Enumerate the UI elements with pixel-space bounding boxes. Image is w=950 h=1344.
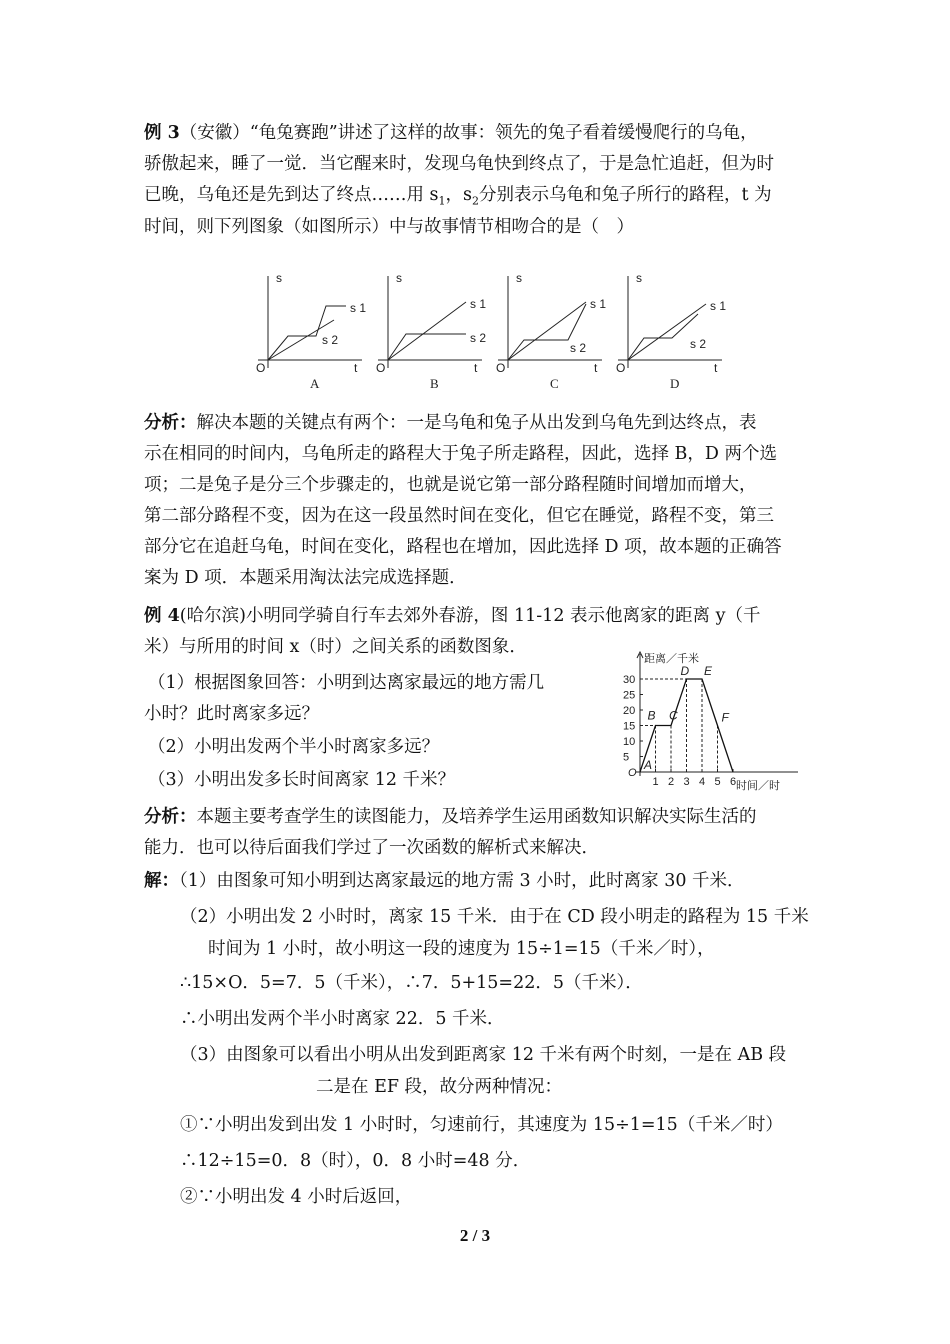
option-a-caption: A <box>310 376 320 391</box>
analysis4-line2: 能力．也可以待后面我们学过了一次函数的解析式来解决． <box>144 838 599 858</box>
analysis3-label: 分析： <box>144 413 197 433</box>
y-axis-label: 距离／千米 <box>644 653 699 665</box>
point-label: C <box>669 708 678 723</box>
y-tick-label: 10 <box>623 736 636 748</box>
solution-line1: 解：（1）由图象可知小明到达离家最远的地方需 3 小时，此时离家 30 千米． <box>144 871 745 891</box>
option-b-caption: B <box>430 376 439 391</box>
distance-time-svg <box>618 648 806 796</box>
x-tick-label: 1 <box>652 776 659 788</box>
y-tick-label: 20 <box>623 705 636 717</box>
y-tick-label: 25 <box>623 689 636 702</box>
svg-text:O: O <box>616 361 626 375</box>
svg-text:s: s <box>516 271 522 285</box>
analysis3-line5: 部分它在追赶乌龟，时间在变化，路程也在增加，因此选择 D 项，故本题的正确答 <box>144 537 782 557</box>
svg-text:s: s <box>396 271 402 285</box>
x-tick-label: 3 <box>683 776 690 788</box>
s2-label: s 2 <box>322 333 339 347</box>
example4-line1: 例 4(哈尔滨)小明同学骑自行车去郊外春游，图 11-12 表示他离家的距离 y（千 <box>144 606 761 626</box>
svg-text:s 2: s 2 <box>690 337 707 351</box>
solution-line3e: ②∵小明出发 4 小时后返回， <box>180 1187 413 1207</box>
svg-text:s 1: s 1 <box>470 297 487 311</box>
option-d-caption: D <box>670 376 680 391</box>
solution-line2b: 时间为 1 小时，故小明这一段的速度为 15÷1=15（千米／时）， <box>208 939 715 959</box>
origin-label: O <box>628 767 637 779</box>
point-label: D <box>680 664 690 678</box>
example3-paragraph <box>144 118 812 148</box>
option-c-caption: C <box>550 376 559 391</box>
origin-label: O <box>256 361 266 375</box>
example3-title: 例 3 <box>144 123 180 143</box>
t-axis-label: t <box>354 361 358 375</box>
svg-text:s: s <box>636 271 642 285</box>
solution-line2c: ∴15×O．5=7．5（千米），∴7．5+15=22．5（千米）． <box>180 973 643 993</box>
solution-label: 解： <box>144 871 179 891</box>
point-label: A <box>644 758 653 772</box>
s1-label: s 1 <box>350 301 367 315</box>
x-tick-label: 2 <box>668 776 675 788</box>
point-label: F <box>721 710 729 725</box>
example3-line4: 时间，则下列图象（如图所示）中与故事情节相吻合的是（ ） <box>144 217 634 237</box>
x-axis-label: 时间／时 <box>736 780 780 792</box>
svg-text:s 1: s 1 <box>590 297 607 311</box>
svg-text:s 1: s 1 <box>710 299 727 313</box>
graph-option-d <box>610 268 728 396</box>
example4-line2: 米）与所用的时间 x（时）之间关系的函数图象． <box>144 637 527 657</box>
svg-text:t: t <box>714 361 718 375</box>
analysis3-line2: 示在相同的时间内，乌龟所走的路程大于兔子所走路程，因此，选择 B，D 两个选 <box>144 444 778 464</box>
page-number: 2 / 3 <box>459 1226 491 1245</box>
x-tick-label: 6 <box>730 776 737 788</box>
example3-line3: 已晚，乌龟还是先到达了终点……用 $s_1$，$s_2$分别表示乌龟和兔子所行的路程，t 为 <box>144 185 772 208</box>
analysis4-line1: 分析：本题主要考查学生的读图能力，及培养学生运用函数知识解决实际生活的 <box>144 807 757 827</box>
question1-line2: 小时？此时离家多远？ <box>144 704 319 724</box>
x-tick-label: 5 <box>714 776 721 788</box>
x-tick-label: 4 <box>699 776 706 788</box>
y-tick-label: 30 <box>623 674 636 686</box>
svg-text:s 2: s 2 <box>570 341 587 355</box>
solution-line2d: ∴小明出发两个半小时离家 22．5 千米． <box>180 1009 505 1029</box>
svg-text:O: O <box>496 361 506 375</box>
point-label: B <box>647 708 656 723</box>
svg-text:t: t <box>474 361 478 375</box>
question2: （2）小明出发两个半小时离家多远？ <box>148 737 440 757</box>
analysis3-line6: 案为 D 项．本题采用淘汰法完成选择题． <box>144 568 467 588</box>
analysis3-line1: 分析：解决本题的关键点有两个：一是乌龟和兔子从出发到乌龟先到达终点，表 <box>144 413 757 433</box>
svg-text:t: t <box>594 361 598 375</box>
svg-text:O: O <box>376 361 386 375</box>
analysis3-line4: 第二部分路程不变，因为在这一段虽然时间在变化，但它在睡觉，路程不变，第三 <box>144 506 774 526</box>
y-tick-label: 15 <box>623 720 636 733</box>
question1-line1: （1）根据图象回答：小明到达离家最远的地方需几 <box>148 673 545 693</box>
s-axis-label: s <box>276 271 282 285</box>
example3-line1: （安徽）“龟兔赛跑”讲述了这样的故事：领先的兔子看着缓慢爬行的乌龟， <box>179 123 758 143</box>
graph-option-b <box>370 268 488 396</box>
solution-line2a: （2）小明出发 2 小时时，离家 15 千米．由于在 CD 段小明走的路程为 15 千米 <box>180 907 809 927</box>
distance-time-chart <box>618 648 806 796</box>
example4-title: 例 4 <box>144 606 180 626</box>
analysis4-label: 分析： <box>144 807 197 827</box>
solution-line3c: ①∵小明出发到出发 1 小时时，匀速前行，其速度为 15÷1=15（千米／时） <box>180 1115 783 1135</box>
y-tick-label: 5 <box>623 751 630 764</box>
solution-line3d: ∴12÷15=0．8（时），0．8 小时=48 分． <box>180 1151 531 1171</box>
analysis3-line3: 项；二是兔子是分三个步骤走的，也就是说它第一部分路程随时间增加而增大， <box>144 475 757 495</box>
example3-line2: 骄傲起来，睡了一觉．当它醒来时，发现乌龟快到终点了，于是急忙追赶，但为时 <box>144 154 774 174</box>
graph-option-c <box>490 268 608 396</box>
graph-option-a <box>250 268 368 396</box>
option-graphs <box>250 268 730 396</box>
svg-text:s 2: s 2 <box>470 331 487 345</box>
point-label: E <box>704 664 713 678</box>
question3: （3）小明出发多长时间离家 12 千米？ <box>148 770 456 790</box>
solution-line3b: 二是在 EF 段，故分两种情况： <box>316 1077 563 1097</box>
solution-line3a: （3）由图象可以看出小明从出发到距离家 12 千米有两个时刻，一是在 AB 段 <box>180 1045 787 1065</box>
